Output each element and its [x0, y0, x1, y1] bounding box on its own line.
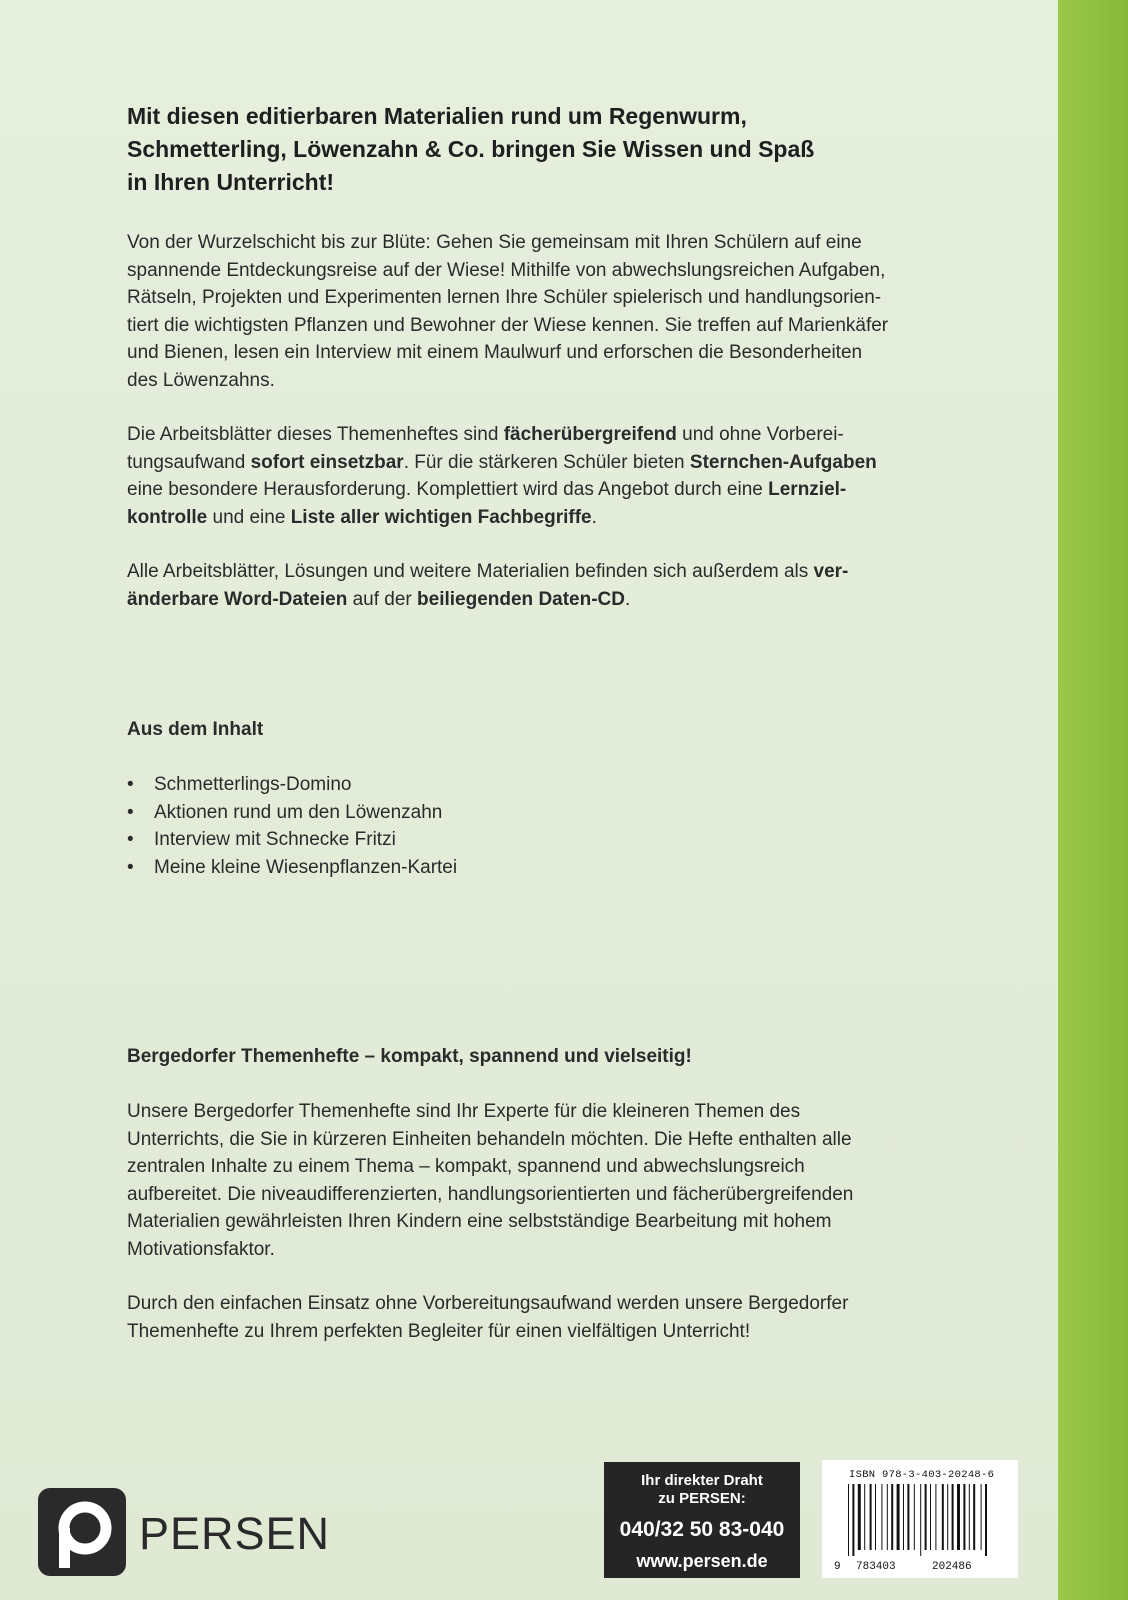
text: .	[591, 506, 597, 528]
bullet: •	[127, 774, 134, 795]
barcode-bar	[947, 1484, 948, 1550]
text: eine besondere Herausforderung. Komplettiert wird das Angebot durch eine	[127, 479, 769, 500]
barcode-bar	[963, 1484, 965, 1550]
barcode-bar	[903, 1484, 904, 1550]
text-line: Motivationsfaktor.	[127, 1238, 275, 1260]
bold-text: Liste aller wichtigen Fachbegriffe	[290, 506, 592, 528]
text-line	[127, 586, 942, 614]
bold-text: ver-	[813, 561, 849, 582]
barcode-bar	[875, 1484, 876, 1550]
text-line: Unterrichts, die Sie in kürzeren Einheiten behandeln möchten. Die Hefte enthalten alle	[127, 1128, 852, 1150]
barcode-bar	[891, 1484, 893, 1550]
contact-heading	[604, 1462, 800, 1508]
contact-website: www.persen.de	[636, 1551, 768, 1571]
barcode-bar	[952, 1484, 954, 1550]
green-side-strip	[1058, 0, 1128, 1600]
barcode-bar	[969, 1484, 970, 1550]
text-line: Von der Wurzelschicht bis zur Blüte: Gehen Sie gemeinsam mit Ihren Schülern auf eine	[127, 232, 862, 253]
bold-text: Sternchen-Aufgaben	[689, 451, 877, 473]
text: und eine	[207, 506, 291, 528]
barcode-bar	[942, 1484, 944, 1550]
series-title: Bergedorfer Themenhefte – kompakt, spannend und vielseitig!	[127, 1046, 692, 1067]
barcode-bar	[914, 1484, 915, 1550]
text-line: Materialien gewährleisten Ihren Kindern eine selbstständige Bearbeitung mit hohem	[127, 1211, 832, 1232]
list-item	[127, 826, 942, 854]
bold-text: kontrolle	[127, 506, 208, 528]
barcode-bar	[935, 1484, 936, 1550]
series-section	[127, 1043, 942, 1372]
isbn-barcode	[822, 1460, 1018, 1578]
contents-title: Aus dem Inhalt	[127, 719, 264, 740]
contents-section	[127, 716, 942, 881]
bullet: •	[127, 829, 134, 850]
barcode-bar	[985, 1484, 987, 1556]
barcode-bar	[887, 1484, 888, 1550]
bold-text: Lernziel-	[768, 479, 847, 500]
list-item-text: Meine kleine Wiesenpflanzen-Kartei	[154, 856, 458, 878]
list-item	[127, 771, 942, 799]
barcode-digits: 783403	[856, 1561, 896, 1573]
barcode-bar	[981, 1484, 982, 1550]
persen-p-logo-icon	[38, 1488, 126, 1576]
text: und ohne Vorberei-	[676, 424, 844, 445]
text-line: aufbereitet. Die niveaudifferenzierten, handlungsorientierten und fächerübergreifenden	[127, 1183, 854, 1205]
text: tungsaufwand	[127, 451, 251, 473]
barcode-bar	[881, 1484, 882, 1550]
barcode-digit: 9	[834, 1561, 841, 1573]
text-line: tiert die wichtigsten Pflanzen und Bewohner der Wiese kennen. Sie treffen auf Marienkäfer	[127, 314, 889, 336]
barcode-bar	[858, 1484, 861, 1550]
contact-box	[604, 1462, 800, 1578]
text-line: Unsere Bergedorfer Themenhefte sind Ihr Experte für die kleineren Themen des	[127, 1101, 801, 1122]
text-line: Rätseln, Projekten und Experimenten lernen Ihre Schüler spielerisch und handlungsorien-	[127, 287, 882, 308]
text: . Für die stärkeren Schüler bieten	[403, 451, 690, 473]
text: Die Arbeitsblätter dieses Themenheftes sind	[127, 424, 504, 445]
bold-text: änderbare Word-Dateien	[127, 588, 348, 610]
cd-paragraph	[127, 558, 942, 613]
text-line: Themenhefte zu Ihrem perfekten Begleiter für einen vielfältigen Unterricht!	[127, 1320, 751, 1342]
contact-line: Ihr direkter Draht	[641, 1472, 763, 1489]
barcode-bar	[925, 1484, 927, 1550]
bold-text: beiliegenden Daten-CD	[417, 588, 626, 610]
contact-line: zu PERSEN:	[658, 1490, 746, 1507]
text: Alle Arbeitsblätter, Lösungen und weitere Materialien befinden sich außerdem als	[127, 561, 814, 582]
barcode-bar	[852, 1484, 854, 1556]
text-line: spannende Entdeckungsreise auf der Wiese! Mithilfe von abwechslungsreichen Aufgaben,	[127, 259, 886, 281]
barcode-bar	[957, 1484, 960, 1550]
barcode-bar	[870, 1484, 872, 1550]
bold-text: sofort einsetzbar	[250, 451, 404, 473]
list-item	[127, 799, 942, 827]
text-line	[127, 558, 942, 586]
text-line: Durch den einfachen Einsatz ohne Vorbereitungsaufwand werden unsere Bergedorfer	[127, 1293, 849, 1314]
series-closing-paragraph	[127, 1290, 942, 1345]
main-text	[127, 100, 942, 640]
list-item-text: Aktionen rund um den Löwenzahn	[154, 801, 443, 823]
text-line	[127, 421, 942, 449]
barcode-digits: 202486	[932, 1561, 972, 1573]
contents-list	[127, 771, 942, 881]
list-item-text: Interview mit Schnecke Fritzi	[154, 829, 396, 850]
contact-phone: 040/32 50 83-040	[619, 1518, 785, 1541]
barcode-bar	[930, 1484, 931, 1550]
bullet: •	[127, 856, 134, 878]
text-line	[127, 504, 942, 532]
isbn-number: ISBN 978-3-403-20248-6	[849, 1469, 995, 1481]
text-line: zentralen Inhalte zu einem Thema – kompakt, spannend und abwechslungsreich	[127, 1156, 805, 1177]
barcode-bar	[920, 1484, 921, 1556]
list-item-text: Schmetterlings-Domino	[154, 774, 352, 795]
text-line	[127, 476, 942, 504]
headline	[127, 100, 942, 199]
persen-logo	[38, 1488, 338, 1578]
text: auf der	[347, 588, 418, 610]
features-paragraph	[127, 421, 942, 531]
text-line: des Löwenzahns.	[127, 369, 275, 391]
bold-text: fächerübergreifend	[503, 424, 677, 445]
barcode-bar	[973, 1484, 975, 1550]
headline-line: Schmetterling, Löwenzahn & Co. bringen Sie Wissen und Spaß	[127, 136, 815, 162]
publisher-name: PERSEN	[139, 1508, 331, 1559]
barcode-bar	[848, 1484, 849, 1556]
barcode-bar	[864, 1484, 865, 1550]
barcode-bar	[907, 1484, 909, 1550]
series-paragraph	[127, 1098, 942, 1263]
barcode-bar	[897, 1484, 900, 1550]
headline-line: Mit diesen editierbaren Materialien rund um Regenwurm,	[127, 103, 747, 129]
text-line	[127, 449, 942, 477]
text-line: und Bienen, lesen ein Interview mit einem Maulwurf und erforschen die Besonderheiten	[127, 342, 863, 363]
list-item	[127, 854, 942, 882]
intro-paragraph	[127, 229, 942, 394]
headline-line: in Ihren Unterricht!	[127, 169, 335, 195]
text: .	[625, 588, 631, 610]
bullet: •	[127, 801, 134, 823]
barcode-bars	[848, 1484, 1008, 1556]
